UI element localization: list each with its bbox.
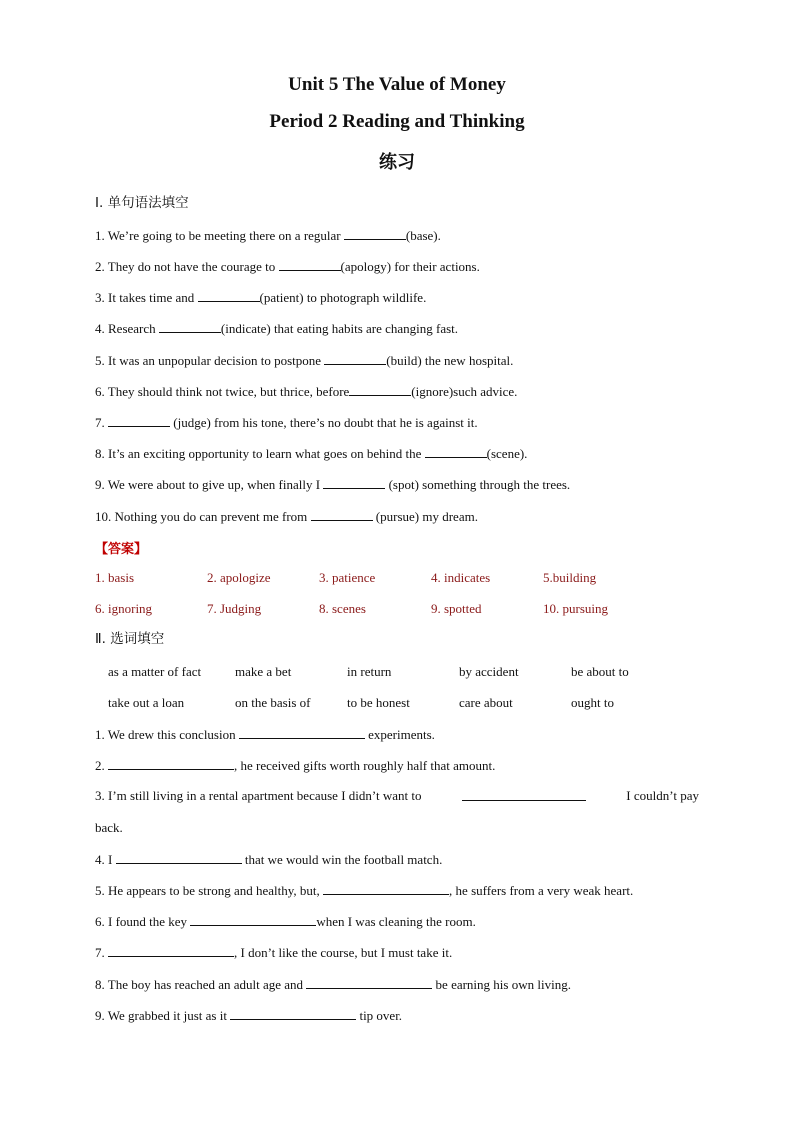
s2-question-1: 1. We drew this conclusion experiments.: [95, 727, 435, 742]
s1-question-6: 6. They should think not twice, but thrice, before (ignore)such advice.: [95, 384, 518, 399]
answer-item: 4. indicates: [431, 570, 491, 585]
practice-heading: 练习: [379, 152, 415, 173]
answer-blank[interactable]: [344, 227, 406, 240]
word-bank-phrase: care about: [459, 695, 513, 710]
answer-blank[interactable]: [108, 414, 170, 427]
answer-item: 1. basis: [95, 570, 134, 585]
word-bank-phrase: to be honest: [347, 695, 410, 710]
word-bank-phrase: make a bet: [235, 664, 292, 679]
answer-blank[interactable]: [108, 944, 234, 957]
s1-question-3: 3. It takes time and (patient) to photograph wildlife.: [95, 290, 427, 305]
s1-question-2: 2. They do not have the courage to (apology) for their actions.: [95, 259, 480, 274]
s2-question-8: 8. The boy has reached an adult age and be earning his own living.: [95, 977, 571, 992]
answer-blank[interactable]: [190, 913, 316, 926]
s2-question-4: 4. I that we would win the football match.: [95, 852, 443, 867]
answer-item: 3. patience: [319, 570, 376, 585]
s1-question-1: 1. We’re going to be meeting there on a regular (base).: [95, 228, 441, 243]
word-bank-phrase: as a matter of fact: [108, 664, 202, 679]
word-bank-phrase: ought to: [571, 695, 614, 710]
s2-question-5: 5. He appears to be strong and healthy, but, , he suffers from a very weak heart.: [95, 883, 634, 898]
s1-question-8: 8. It’s an exciting opportunity to learn what goes on behind the (scene).: [95, 446, 528, 461]
word-bank-phrase: on the basis of: [235, 695, 311, 710]
answer-blank[interactable]: [425, 445, 487, 458]
answer-blank[interactable]: [230, 1007, 356, 1020]
answer-blank[interactable]: [108, 757, 234, 770]
answer-blank[interactable]: [324, 352, 386, 365]
section-2-title: Ⅱ. 选词填空: [95, 631, 165, 647]
s2-question-7: 7. , I don’t like the course, but I must take it.: [95, 945, 453, 960]
answer-item: 5.building: [543, 570, 597, 585]
word-bank-phrase: be about to: [571, 664, 629, 679]
s1-question-4: 4. Research (indicate) that eating habits are changing fast.: [95, 321, 459, 336]
s1-question-9: 9. We were about to give up, when finally I (spot) something through the trees.: [95, 477, 571, 492]
answer-blank[interactable]: [323, 476, 385, 489]
word-bank-phrase: by accident: [459, 664, 519, 679]
answer-item: 9. spotted: [431, 601, 482, 616]
word-bank-phrase: take out a loan: [108, 695, 185, 710]
unit-title: Unit 5 The Value of Money: [288, 74, 506, 95]
answer-item: 6. ignoring: [95, 601, 153, 616]
answer-blank[interactable]: [349, 383, 411, 396]
answer-blank[interactable]: [239, 726, 365, 739]
s1-question-5: 5. It was an unpopular decision to postpone (build) the new hospital.: [95, 353, 514, 368]
s2-question-6: 6. I found the key when I was cleaning the room.: [95, 914, 476, 929]
answer-item: 10. pursuing: [543, 601, 608, 616]
word-bank-phrase: in return: [347, 664, 392, 679]
answer-blank[interactable]: [462, 788, 586, 801]
s2-question-2: 2. , he received gifts worth roughly half that amount.: [95, 758, 496, 773]
section-1-title: Ⅰ. 单句语法填空: [95, 195, 189, 211]
answer-blank[interactable]: [159, 320, 221, 333]
s2-question-9: 9. We grabbed it just as it tip over.: [95, 1008, 403, 1023]
answer-item: 8. scenes: [319, 601, 366, 616]
period-title: Period 2 Reading and Thinking: [269, 111, 525, 132]
answer-blank[interactable]: [306, 976, 432, 989]
answer-blank[interactable]: [323, 882, 449, 895]
answer-blank[interactable]: [198, 289, 260, 302]
s2-question-3-continued: back.: [95, 820, 123, 835]
answer-item: 2. apologize: [207, 570, 271, 585]
answer-label: 【答案】: [95, 542, 148, 557]
s1-question-10: 10. Nothing you do can prevent me from (pursue) my dream.: [95, 509, 478, 524]
s2-question-3: 3. I’m still living in a rental apartment because I didn’t want to I couldn’t pay: [95, 788, 699, 803]
answer-blank[interactable]: [116, 851, 242, 864]
answer-blank[interactable]: [311, 508, 373, 521]
answer-blank[interactable]: [279, 258, 341, 271]
s1-question-7: 7. (judge) from his tone, there’s no doubt that he is against it.: [95, 415, 478, 430]
answer-item: 7. Judging: [207, 601, 262, 616]
